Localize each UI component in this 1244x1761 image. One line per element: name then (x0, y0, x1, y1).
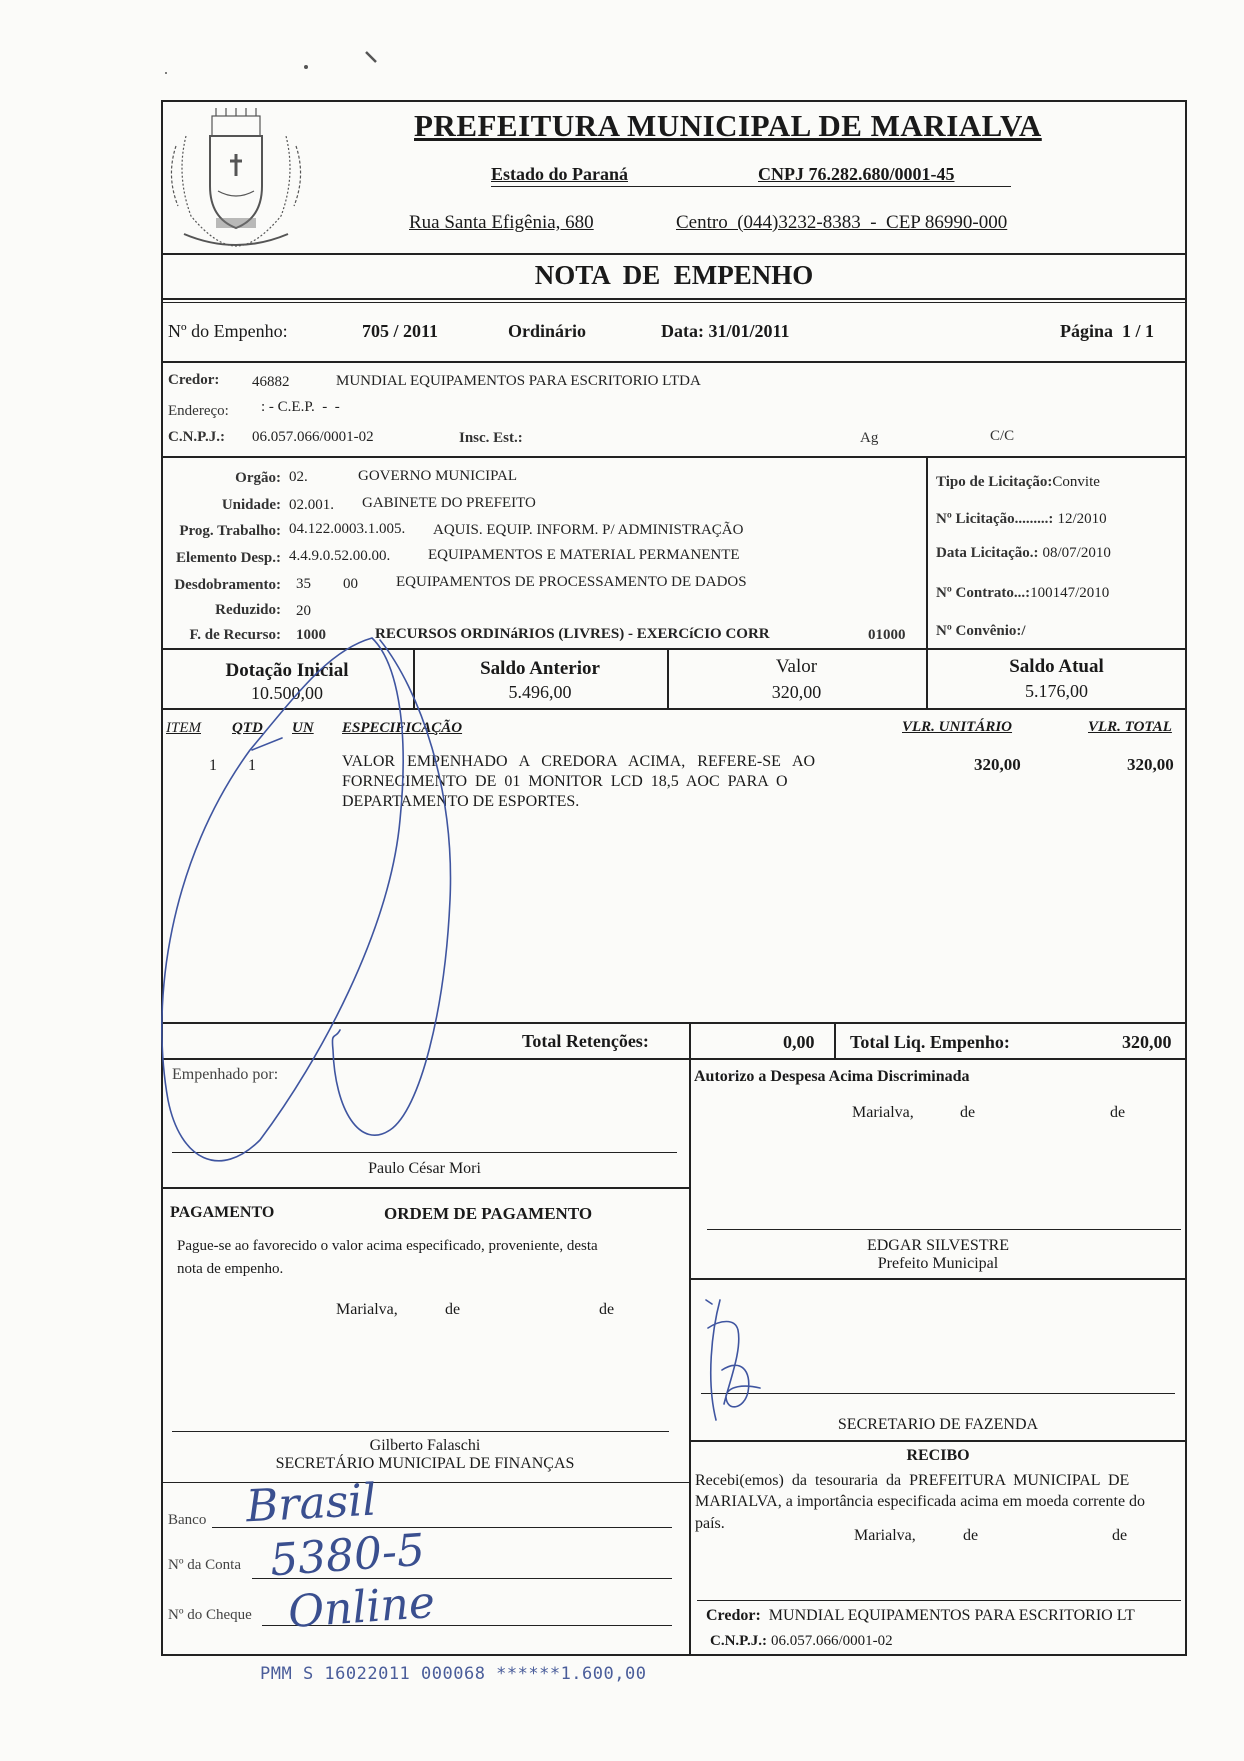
orgao-name: GOVERNO MUNICIPAL (358, 468, 518, 484)
dotacao-inicial-value: 10.500,00 (251, 683, 323, 703)
recibo-de: de (963, 1527, 979, 1544)
divider (689, 1440, 1187, 1442)
cc-label: C/C (990, 428, 1015, 444)
empenho-number: 705 / 2011 (362, 321, 439, 341)
divider (834, 1022, 836, 1058)
valor-label: Valor (775, 656, 818, 677)
header-address: Rua Santa Efigênia, 680 (409, 212, 594, 233)
empenhado-por-label: Empenhado por: (172, 1066, 279, 1083)
autorizo-de: de (1110, 1104, 1126, 1121)
data-licitacao (936, 544, 1111, 562)
recibo-city: Marialva, (854, 1527, 916, 1544)
recurso-name: RECURSOS ORDINáRIOS (LIVRES) - EXERCíCIO CORR (375, 626, 770, 642)
valor-value: 320,00 (771, 682, 822, 702)
recibo-text: país. (695, 1515, 725, 1532)
recibo-cnpj-label: C.N.P.J.: (710, 1633, 767, 1649)
unidade-code: 02.001. (289, 497, 334, 513)
endereco-value: : - C.E.P. - - (261, 399, 340, 415)
orgao-code: 02. (289, 469, 308, 485)
item-spec-line: DEPARTAMENTO DE ESPORTES. (342, 793, 580, 810)
prefeito-name: EDGAR SILVESTRE (866, 1237, 1010, 1254)
elemento-code: 4.4.9.0.52.00.00. (289, 548, 391, 564)
recibo-credor-label: Credor: (706, 1607, 761, 1624)
banco-label: Banco (168, 1512, 207, 1528)
recibo-cnpj-value: 06.057.066/0001-02 (770, 1633, 893, 1649)
empenho-date: Data: 31/01/2011 (661, 321, 790, 341)
orgao-label: Orgão: (235, 470, 281, 486)
recibo-text: MARIALVA, a importância especificada acima em moeda corrente do (695, 1493, 1146, 1510)
divider (161, 648, 1187, 650)
credor-name: MUNDIAL EQUIPAMENTOS PARA ESCRITORIO LTDA (336, 373, 701, 389)
pagamento-de: de (445, 1301, 461, 1318)
divider (161, 708, 1187, 710)
divider (161, 456, 1187, 458)
saldo-anterior-label: Saldo Anterior (480, 658, 600, 679)
divider (161, 361, 1187, 363)
header-title: PREFEITURA MUNICIPAL DE MARIALVA (414, 108, 1042, 143)
col-especificacao: ESPECIFICAÇÃO (342, 720, 463, 736)
col-un: UN (292, 720, 314, 736)
divider (161, 1187, 689, 1189)
saldo-atual-label: Saldo Atual (1009, 656, 1104, 677)
item-spec-line: VALOR EMPENHADO A CREDORA ACIMA, REFERE-SE AO (342, 753, 816, 770)
prefeito-role: Prefeito Municipal (877, 1255, 999, 1272)
numero-contrato-label: Nº Contrato...: (936, 585, 1031, 601)
col-vlr-total: VLR. TOTAL (1088, 719, 1172, 735)
divider (161, 253, 1187, 255)
numero-convenio: Nº Convênio:/ (936, 623, 1026, 639)
conta-handwritten: 5380-5 (268, 1524, 427, 1587)
tipo-licitacao-value: Convite (1052, 474, 1100, 490)
signature-line (697, 1600, 1181, 1601)
item-total-value: 320,00 (1127, 755, 1174, 774)
divider (689, 1022, 691, 1656)
divider (161, 302, 1187, 303)
autorizo-de: de (960, 1104, 976, 1121)
divider (161, 1022, 1187, 1024)
numero-contrato-value: 100147/2010 (1030, 585, 1110, 601)
bank-stamp: PMM S 16022011 000068 ******1.600,00 (260, 1664, 647, 1684)
col-qtd: QTD (232, 720, 263, 736)
autorizo-city: Marialva, (852, 1104, 914, 1121)
divider (161, 298, 1187, 300)
signature-line (701, 1393, 1175, 1394)
signature-line (172, 1152, 677, 1153)
desdobramento-label: Desdobramento: (174, 577, 281, 593)
saldo-atual-value: 5.176,00 (1025, 681, 1088, 701)
prog-trabalho-code: 04.122.0003.1.005. (289, 521, 406, 537)
numero-licitacao-value: 12/2010 (1057, 511, 1107, 527)
data-licitacao-label: Data Licitação.: (936, 545, 1039, 561)
header-phone-cep: Centro (044)3232-8383 - CEP 86990-000 (676, 212, 1008, 233)
prog-trabalho-name: AQUIS. EQUIP. INFORM. P/ ADMINISTRAÇÃO (433, 522, 744, 538)
recibo-credor (706, 1607, 1135, 1625)
pagamento-de: de (599, 1301, 615, 1318)
pagamento-city: Marialva, (336, 1301, 398, 1318)
numero-licitacao-label: Nº Licitação.........: (936, 511, 1054, 527)
banco-handwritten: Brasil (244, 1474, 378, 1533)
tipo-licitacao-label: Tipo de Licitação: (936, 474, 1053, 490)
total-retencoes-label: Total Retenções: (522, 1031, 649, 1051)
ag-label: Ag (860, 430, 879, 446)
header-state: Estado do Paraná (491, 164, 629, 184)
tipo-licitacao (936, 473, 1100, 491)
total-liq-value: 320,00 (1122, 1032, 1172, 1052)
reduzido-label: Reduzido: (215, 602, 281, 618)
header-underline (491, 186, 1011, 187)
header-cnpj: CNPJ 76.282.680/0001-45 (758, 164, 955, 184)
recibo-title: RECIBO (906, 1447, 970, 1464)
dotacao-inicial-label: Dotação Inicial (225, 660, 349, 681)
pagamento-label: PAGAMENTO (170, 1204, 275, 1221)
insc-est-label: Insc. Est.: (459, 430, 523, 446)
empenho-label: Nº do Empenho: (168, 321, 288, 341)
cheque-label: Nº do Cheque (168, 1607, 252, 1623)
divider (926, 456, 928, 648)
divider (689, 1278, 1187, 1280)
desdobramento-code2: 00 (343, 576, 358, 592)
cheque-handwritten: Online (286, 1576, 437, 1639)
conta-label: Nº da Conta (168, 1557, 241, 1573)
elemento-label: Elemento Desp.: (176, 550, 281, 566)
recurso-code: 1000 (296, 627, 326, 643)
numero-licitacao (936, 510, 1107, 528)
document-title: NOTA DE EMPENHO (534, 260, 814, 290)
desdobramento-code: 35 (296, 576, 311, 592)
reduzido-value: 20 (296, 603, 311, 619)
financas-signer: Gilberto Falaschi (369, 1437, 481, 1454)
unidade-name: GABINETE DO PREFEITO (362, 495, 536, 511)
item-quantity: 1 (248, 757, 256, 774)
elemento-name: EQUIPAMENTOS E MATERIAL PERMANENTE (428, 547, 740, 563)
item-number: 1 (209, 757, 217, 774)
municipal-coat-of-arms (166, 106, 306, 252)
signature-line (172, 1431, 669, 1432)
endereco-label: Endereço: (168, 403, 229, 419)
empenhado-por-name: Paulo César Mori (368, 1160, 481, 1177)
pagamento-text: Pague-se ao favorecido o valor acima especificado, proveniente, desta (177, 1238, 598, 1254)
pagamento-text: nota de empenho. (177, 1261, 284, 1277)
col-vlr-unitario: VLR. UNITÁRIO (902, 719, 1013, 735)
col-item: ITEM (166, 720, 201, 736)
unidade-label: Unidade: (221, 497, 281, 513)
recurso-number: 01000 (868, 627, 906, 643)
credor-code: 46882 (252, 374, 290, 390)
desdobramento-name: EQUIPAMENTOS DE PROCESSAMENTO DE DADOS (396, 574, 747, 590)
item-unit-value: 320,00 (974, 755, 1021, 774)
total-retencoes-value: 0,00 (783, 1032, 815, 1052)
recibo-cnpj (710, 1632, 893, 1650)
total-liq-label: Total Liq. Empenho: (850, 1032, 1010, 1052)
empenho-type: Ordinário (508, 321, 587, 341)
page-number: Página 1 / 1 (1060, 321, 1155, 341)
recibo-de: de (1112, 1527, 1128, 1544)
signature-line (707, 1229, 1181, 1230)
data-licitacao-value: 08/07/2010 (1042, 545, 1111, 561)
item-spec-line: FORNECIMENTO DE 01 MONITOR LCD 18,5 AOC PARA O (342, 773, 788, 790)
saldo-anterior-value: 5.496,00 (508, 682, 572, 702)
numero-contrato (936, 584, 1109, 602)
ordem-pagamento-title: ORDEM DE PAGAMENTO (384, 1204, 593, 1223)
fazenda-role: SECRETARIO DE FAZENDA (837, 1416, 1039, 1433)
prog-trabalho-label: Prog. Trabalho: (179, 523, 281, 539)
recurso-label: F. de Recurso: (189, 627, 281, 643)
divider (161, 1482, 689, 1483)
recibo-credor-name: MUNDIAL EQUIPAMENTOS PARA ESCRITORIO LT (768, 1607, 1135, 1624)
cnpj-value: 06.057.066/0001-02 (252, 429, 374, 445)
cnpj-label: C.N.P.J.: (168, 429, 225, 445)
credor-label: Credor: (168, 372, 220, 388)
financas-role: SECRETÁRIO MUNICIPAL DE FINANÇAS (275, 1455, 575, 1472)
recibo-text: Recebi(emos) da tesouraria da PREFEITURA MUNICIPAL DE (695, 1472, 1130, 1489)
autorizo-label: Autorizo a Despesa Acima Discriminada (694, 1068, 970, 1085)
divider (161, 1058, 1187, 1060)
